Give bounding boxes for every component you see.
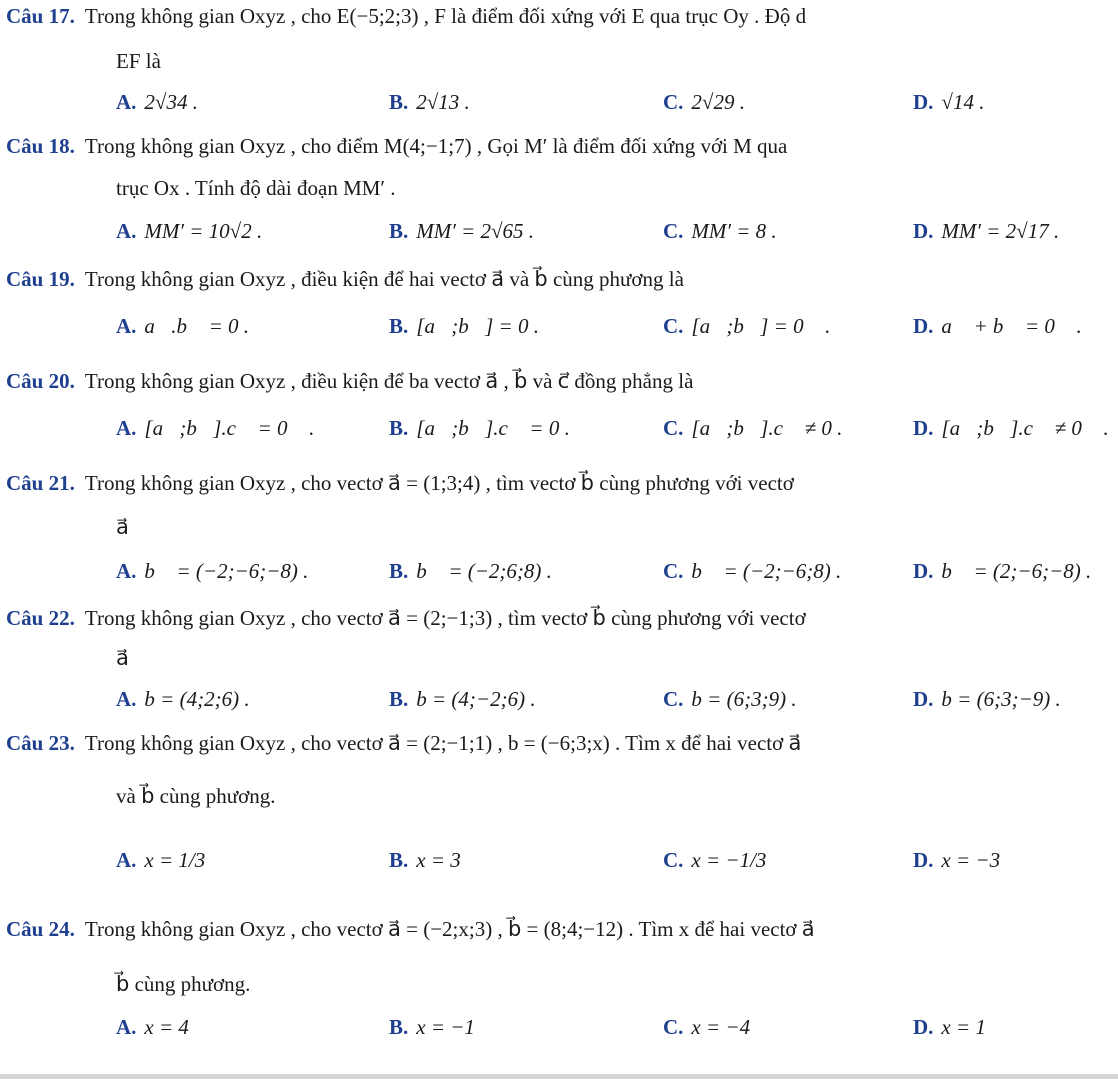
option-b: B. MM′ = 2√65 . bbox=[389, 219, 535, 243]
question-text: Câu 21. Trong không gian Oxyz , cho vectơ a⃗ = (1;3;4) , tìm vectơ b⃗ cùng phương với vectơ bbox=[6, 471, 794, 495]
question-label: Câu 19. bbox=[6, 267, 75, 291]
question-text: Câu 22. Trong không gian Oxyz , cho vectơ a⃗ = (2;−1;3) , tìm vectơ b⃗ cùng phương với vectơ bbox=[6, 606, 806, 630]
question-text: Câu 18. Trong không gian Oxyz , cho điểm M(4;−1;7) , Gọi M′ là điểm đối xứng với M qua bbox=[6, 134, 788, 158]
question-text: Câu 20. Trong không gian Oxyz , điều kiện để ba vectơ a⃗ , b⃗ và c⃗ đồng phẳng là bbox=[6, 369, 694, 393]
option-c: C. 2√29 . bbox=[663, 90, 745, 114]
option-c: C. x = −4 bbox=[663, 1015, 751, 1039]
question-text: Câu 19. Trong không gian Oxyz , điều kiện để hai vectơ a⃗ và b⃗ cùng phương là bbox=[6, 267, 684, 291]
option-b: B. 2√13 . bbox=[389, 90, 470, 114]
option-d: D. b⃗ = (2;−6;−8) . bbox=[913, 559, 1092, 583]
question-label: Câu 22. bbox=[6, 606, 75, 630]
option-a: A. a⃗.b⃗ = 0 . bbox=[116, 314, 250, 338]
question-24 bbox=[6, 915, 1118, 1065]
question-text-cont: và b⃗ cùng phương. bbox=[116, 784, 276, 808]
question-18 bbox=[6, 130, 1118, 255]
option-c: C. MM′ = 8 . bbox=[663, 219, 777, 243]
question-text: Câu 17. Trong không gian Oxyz , cho E(−5;2;3) , F là điểm đối xứng với E qua trục Oy . Độ d bbox=[6, 4, 807, 28]
option-d: D. a⃗ + b⃗ = 0⃗ . bbox=[913, 314, 1082, 338]
question-text-cont: EF là bbox=[116, 49, 161, 73]
question-label: Câu 23. bbox=[6, 731, 75, 755]
option-c: C. x = −1/3 bbox=[663, 848, 767, 872]
option-b: B. x = −1 bbox=[389, 1015, 475, 1039]
option-d: D. b = (6;3;−9) . bbox=[913, 687, 1061, 711]
option-b: B. [a⃗;b⃗] = 0 . bbox=[389, 314, 539, 338]
question-text-cont: trục Ox . Tính độ dài đoạn MM′ . bbox=[116, 176, 396, 200]
option-c: C. b = (6;3;9) . bbox=[663, 687, 797, 711]
option-b: B. [a⃗;b⃗].c⃗ = 0 . bbox=[389, 416, 570, 440]
question-label: Câu 20. bbox=[6, 369, 75, 393]
question-label: Câu 17. bbox=[6, 4, 75, 28]
option-d: D. x = 1 bbox=[913, 1015, 986, 1039]
question-22 bbox=[6, 604, 1118, 726]
question-text-cont: b⃗ cùng phương. bbox=[116, 972, 251, 996]
question-text: Câu 24. Trong không gian Oxyz , cho vectơ a⃗ = (−2;x;3) , b⃗ = (8;4;−12) . Tìm x để hai vectơ a⃗ bbox=[6, 917, 815, 941]
option-d: D. x = −3 bbox=[913, 848, 1001, 872]
question-17 bbox=[6, 0, 1118, 122]
question-label: Câu 21. bbox=[6, 471, 75, 495]
question-20 bbox=[6, 367, 1118, 457]
option-a: A. x = 4 bbox=[116, 1015, 189, 1039]
question-label: Câu 18. bbox=[6, 134, 75, 158]
question-text-cont: a⃗ bbox=[116, 515, 129, 539]
option-c: C. [a⃗;b⃗].c⃗ ≠ 0 . bbox=[663, 416, 843, 440]
option-a: A. MM′ = 10√2 . bbox=[116, 219, 263, 243]
option-a: A. x = 1/3 bbox=[116, 848, 206, 872]
option-b: B. x = 3 bbox=[389, 848, 461, 872]
option-a: A. b⃗ = (−2;−6;−8) . bbox=[116, 559, 309, 583]
question-19 bbox=[6, 265, 1118, 355]
option-d: D. [a⃗;b⃗].c⃗ ≠ 0⃗ . bbox=[913, 416, 1109, 440]
option-a: A. 2√34 . bbox=[116, 90, 198, 114]
question-text: Câu 23. Trong không gian Oxyz , cho vectơ a⃗ = (2;−1;1) , b = (−6;3;x) . Tìm x để hai vectơ a⃗ bbox=[6, 731, 802, 755]
question-text-cont: a⃗ bbox=[116, 646, 129, 670]
option-c: C. b⃗ = (−2;−6;8) . bbox=[663, 559, 842, 583]
question-23 bbox=[6, 729, 1118, 909]
question-21 bbox=[6, 469, 1118, 591]
option-c: C. [a⃗;b⃗] = 0⃗ . bbox=[663, 314, 831, 338]
option-a: A. b = (4;2;6) . bbox=[116, 687, 250, 711]
question-label: Câu 24. bbox=[6, 917, 75, 941]
option-d: D. √14 . bbox=[913, 90, 985, 114]
option-d: D. MM′ = 2√17 . bbox=[913, 219, 1060, 243]
bottom-divider bbox=[0, 1074, 1118, 1079]
option-b: B. b = (4;−2;6) . bbox=[389, 687, 536, 711]
option-a: A. [a⃗;b⃗].c⃗ = 0⃗ . bbox=[116, 416, 315, 440]
option-b: B. b⃗ = (−2;6;8) . bbox=[389, 559, 552, 583]
